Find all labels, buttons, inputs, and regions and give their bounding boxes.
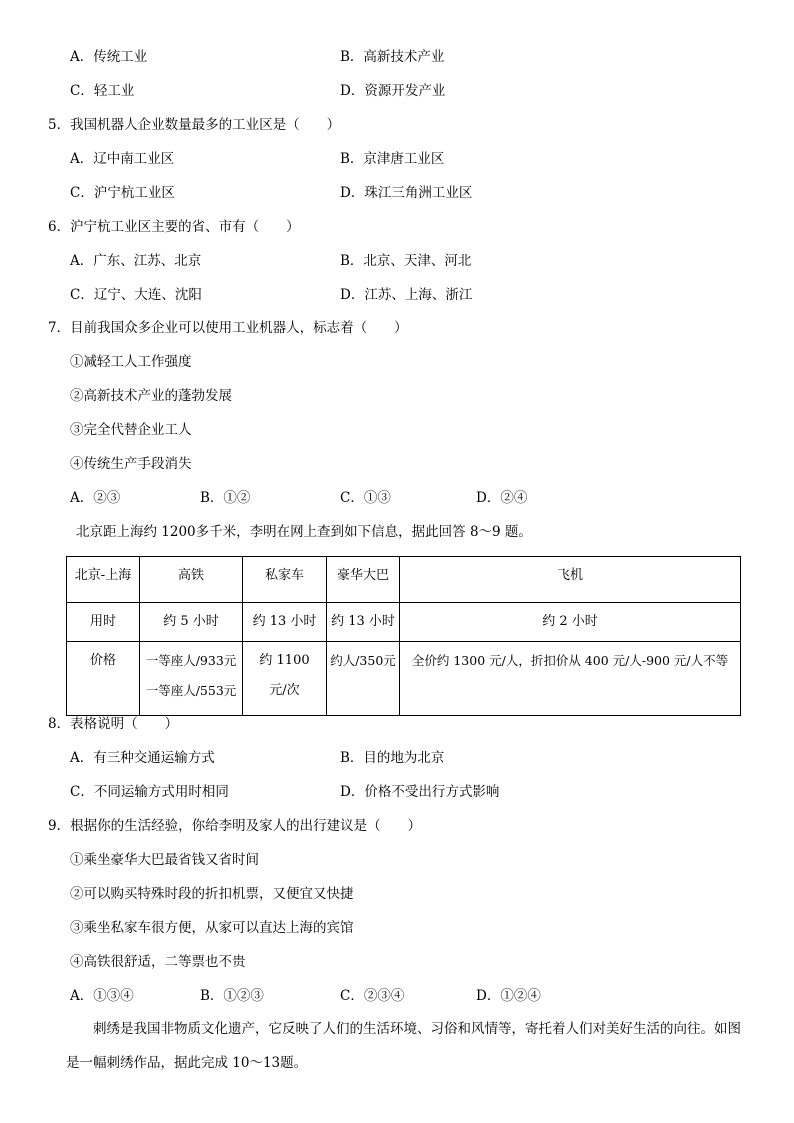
table-header-bus: 豪华大巴 xyxy=(327,557,400,603)
q7-statement-3: ③完全代替企业工人 xyxy=(70,422,192,438)
q6-option-b: B．北京、天津、河北 xyxy=(340,253,472,269)
table-price-car: 约 1100元/次 xyxy=(243,642,327,716)
q7-statement-2: ②高新技术产业的蓬勃发展 xyxy=(70,388,232,404)
q9-statement-1: ①乘坐豪华大巴最省钱又省时间 xyxy=(70,852,259,868)
q6-option-d: D．江苏、上海、浙江 xyxy=(340,287,473,303)
q9-stem: 9．根据你的生活经验，你给李明及家人的出行建议是（ ） xyxy=(48,818,422,834)
q8-stem: 8．表格说明（ ） xyxy=(48,716,179,732)
q5-option-b: B．京津唐工业区 xyxy=(340,151,445,167)
table-time-car: 约 13 小时 xyxy=(243,603,327,642)
table-time-label: 用时 xyxy=(67,603,140,642)
table-price-bus: 约人/350元 xyxy=(327,642,400,716)
q7-option-b: B．①② xyxy=(200,490,251,506)
q7-statement-4: ④传统生产手段消失 xyxy=(70,456,192,472)
q6-option-a: A．广东、江苏、北京 xyxy=(70,253,202,269)
table-header-rail: 高铁 xyxy=(140,557,243,603)
q6-stem: 6．沪宁杭工业区主要的省、市有（ ） xyxy=(48,219,300,235)
q8-option-a: A．有三种交通运输方式 xyxy=(70,750,215,766)
table-header-plane: 飞机 xyxy=(400,557,741,603)
q4-option-a: A．传统工业 xyxy=(70,49,148,65)
q7-option-a: A．②③ xyxy=(70,490,121,506)
table-price-label: 价格 xyxy=(67,642,140,716)
price-rail-line-2: 一等座人/553元 xyxy=(145,683,237,698)
q6-option-c: C．辽宁、大连、沈阳 xyxy=(70,287,202,303)
q9-option-d: D．①②④ xyxy=(476,988,541,1004)
table-header-car: 私家车 xyxy=(243,557,327,603)
intro-8-9: 北京距上海约 1200多千米，李明在网上查到如下信息，据此回答 8～9 题。 xyxy=(76,524,532,540)
table-header-route: 北京-上海 xyxy=(67,557,140,603)
price-rail-line-1: 一等座人/933元 xyxy=(145,653,237,668)
table-time-rail: 约 5 小时 xyxy=(140,603,243,642)
q8-option-d: D．价格不受出行方式影响 xyxy=(340,784,500,800)
travel-info-table xyxy=(66,556,741,716)
q5-option-a: A．辽中南工业区 xyxy=(70,151,175,167)
q8-option-b: B．目的地为北京 xyxy=(340,750,445,766)
q9-statement-2: ②可以购买特殊时段的折扣机票，又便宜又快捷 xyxy=(70,886,354,902)
table-time-plane: 约 2 小时 xyxy=(400,603,741,642)
intro-10-13: 刺绣是我国非物质文化遗产，它反映了人们的生活环境、习俗和风情等，寄托着人们对美好生活的向往。如图是一幅刺绣作品，据此完成 10～13题。 xyxy=(66,1021,741,1071)
q5-option-d: D．珠江三角洲工业区 xyxy=(340,185,473,201)
q5-option-c: C．沪宁杭工业区 xyxy=(70,185,175,201)
q7-option-d: D．②④ xyxy=(476,490,528,506)
q7-statement-1: ①减轻工人工作强度 xyxy=(70,354,192,370)
q9-statement-3: ③乘坐私家车很方便，从家可以直达上海的宾馆 xyxy=(70,920,354,936)
q7-option-c: C．①③ xyxy=(340,490,391,506)
table-price-rail xyxy=(140,642,243,716)
q8-option-c: C．不同运输方式用时相同 xyxy=(70,784,229,800)
q5-stem: 5．我国机器人企业数量最多的工业区是（ ） xyxy=(48,117,341,133)
q9-option-a: A．①③④ xyxy=(70,988,134,1004)
q4-option-c: C．轻工业 xyxy=(70,83,135,99)
q9-option-c: C．②③④ xyxy=(340,988,405,1004)
q4-option-b: B．高新技术产业 xyxy=(340,49,445,65)
q9-statement-4: ④高铁很舒适，二等票也不贵 xyxy=(70,954,246,970)
table-time-bus: 约 13 小时 xyxy=(327,603,400,642)
table-price-plane: 全价约 1300 元/人，折扣价从 400 元/人-900 元/人不等 xyxy=(400,642,741,716)
q9-option-b: B．①②③ xyxy=(200,988,264,1004)
q7-stem: 7．目前我国众多企业可以使用工业机器人，标志着（ ） xyxy=(48,320,408,336)
q4-option-d: D．资源开发产业 xyxy=(340,83,446,99)
